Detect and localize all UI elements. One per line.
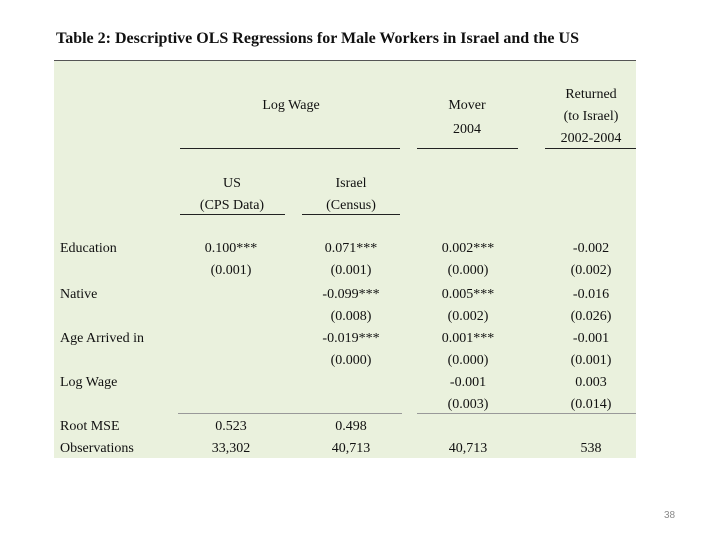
israel-age-arrived-se: (0.000) (330, 353, 372, 368)
israel-native: -0.099*** (322, 287, 380, 302)
header-returned-line1: Returned (565, 87, 617, 102)
mover-log-wage-se: (0.003) (447, 397, 489, 412)
table-panel (54, 60, 636, 458)
root-mse-separator-right (417, 413, 636, 414)
israel-native-se: (0.008) (330, 309, 372, 324)
page-number: 38 (664, 510, 676, 521)
israel-root-mse: 0.498 (335, 419, 367, 434)
returned-age-arrived: -0.001 (572, 331, 610, 346)
header-mover-underline (417, 148, 518, 149)
mover-log-wage: -0.001 (449, 375, 487, 390)
header-mover-line2: 2004 (453, 122, 481, 137)
returned-native: -0.016 (572, 287, 610, 302)
returned-education: -0.002 (572, 241, 610, 256)
israel-age-arrived: -0.019*** (322, 331, 380, 346)
israel-education-se: (0.001) (330, 263, 372, 278)
us-education: 0.100*** (204, 241, 258, 256)
israel-education: 0.071*** (324, 241, 378, 256)
root-mse-separator-left (178, 413, 402, 414)
header-returned-line3: 2002-2004 (560, 131, 622, 146)
header-israel-line2: (Census) (326, 198, 376, 213)
row-label-log-wage: Log Wage (60, 375, 118, 390)
returned-education-se: (0.002) (570, 263, 612, 278)
israel-observations: 40,713 (331, 441, 371, 456)
row-label-native: Native (60, 287, 98, 302)
row-label-education: Education (60, 241, 117, 256)
us-root-mse: 0.523 (215, 419, 247, 434)
returned-log-wage-se: (0.014) (570, 397, 612, 412)
us-observations: 33,302 (211, 441, 251, 456)
mover-education: 0.002*** (441, 241, 495, 256)
row-label-observations: Observations (60, 441, 134, 456)
returned-native-se: (0.026) (570, 309, 612, 324)
us-education-se: (0.001) (210, 263, 252, 278)
header-log-wage-underline (180, 148, 400, 149)
row-label-root-mse: Root MSE (60, 419, 120, 434)
mover-education-se: (0.000) (447, 263, 489, 278)
mover-native-se: (0.002) (447, 309, 489, 324)
returned-observations: 538 (580, 441, 602, 456)
mover-native: 0.005*** (441, 287, 495, 302)
mover-age-arrived: 0.001*** (441, 331, 495, 346)
header-us-line2: (CPS Data) (199, 198, 265, 213)
header-mover-line1: Mover (448, 98, 486, 113)
header-israel-line1: Israel (335, 176, 367, 191)
header-log-wage: Log Wage (262, 98, 320, 113)
row-label-age-arrived: Age Arrived in (60, 331, 144, 346)
header-returned-line2: (to Israel) (563, 109, 619, 124)
header-returned-underline (545, 148, 636, 149)
header-us-underline (180, 214, 285, 215)
header-us-line1: US (223, 176, 241, 191)
table-title: Table 2: Descriptive OLS Regressions for Male Workers in Israel and the US (56, 30, 579, 47)
mover-observations: 40,713 (448, 441, 488, 456)
mover-age-arrived-se: (0.000) (447, 353, 489, 368)
returned-log-wage: 0.003 (575, 375, 607, 390)
header-israel-underline (302, 214, 400, 215)
returned-age-arrived-se: (0.001) (570, 353, 612, 368)
